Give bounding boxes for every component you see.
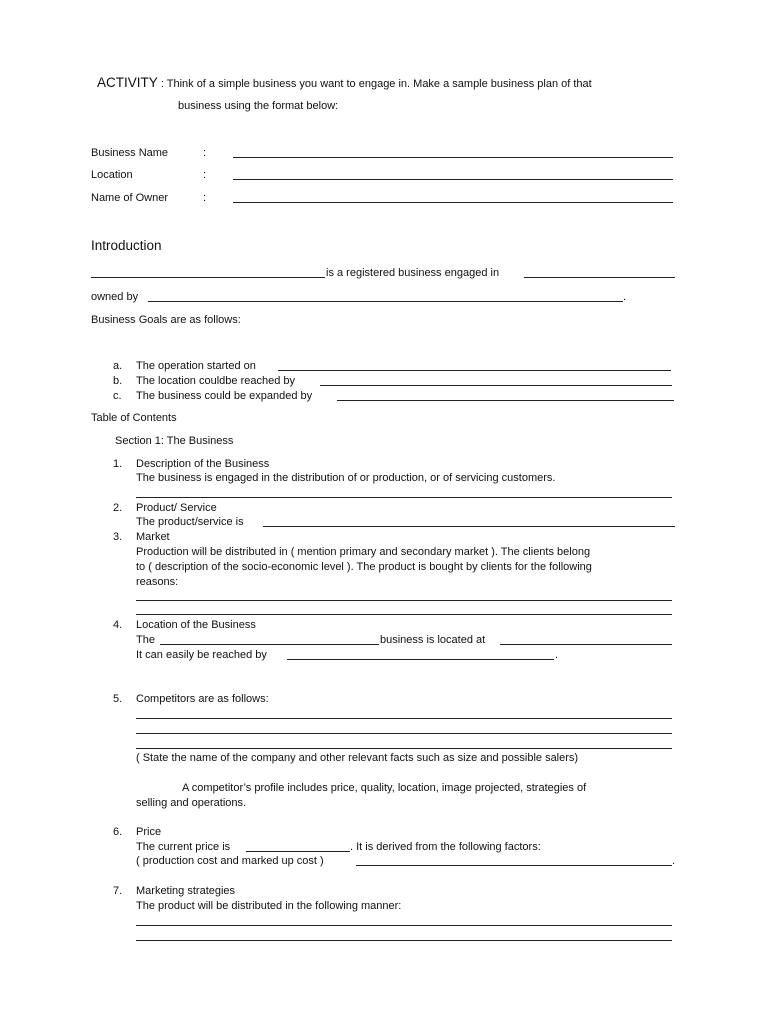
item4-line2: It can easily be reached by bbox=[136, 649, 267, 661]
location-colon: : bbox=[203, 169, 207, 181]
owner-colon: : bbox=[203, 192, 207, 204]
goal-a-text: The operation started on bbox=[136, 360, 256, 372]
item1-num: 1. bbox=[113, 458, 123, 470]
item7-title: Marketing strategies bbox=[136, 885, 236, 897]
item5-num: 5. bbox=[113, 693, 123, 705]
goal-a-marker: a. bbox=[113, 360, 123, 372]
item6-line2-end: . bbox=[672, 855, 676, 867]
item4-line1-start: The bbox=[136, 634, 155, 646]
item5-blank-3[interactable] bbox=[136, 748, 672, 749]
item2-num: 2. bbox=[113, 502, 123, 514]
item6-line1-start: The current price is bbox=[136, 841, 231, 853]
business-name-label: Business Name bbox=[91, 147, 169, 159]
item6-line2: ( production cost and marked up cost ) bbox=[136, 855, 324, 867]
item6-num: 6. bbox=[113, 826, 123, 838]
item2-title: Product/ Service bbox=[136, 502, 217, 514]
item5-blank-1[interactable] bbox=[136, 718, 672, 719]
intro-owned-by: owned by bbox=[91, 291, 139, 303]
intro-owner-blank[interactable] bbox=[148, 301, 623, 302]
location-label: Location bbox=[91, 169, 133, 181]
intro-business-blank[interactable] bbox=[91, 277, 325, 278]
item4-line2-end: . bbox=[555, 649, 559, 661]
goal-a-blank[interactable] bbox=[278, 370, 671, 371]
location-field[interactable] bbox=[233, 179, 673, 180]
item4-title: Location of the Business bbox=[136, 619, 256, 631]
item3-line2: to ( description of the socio-economic level ). The product is bought by clients for the following bbox=[136, 561, 592, 573]
item3-blank-2[interactable] bbox=[136, 614, 672, 615]
owner-label: Name of Owner bbox=[91, 192, 169, 204]
intro-engaged-blank[interactable] bbox=[524, 277, 675, 278]
item7-text: The product will be distributed in the following manner: bbox=[136, 900, 402, 912]
activity-label: ACTIVITY bbox=[97, 75, 158, 90]
toc-heading: Table of Contents bbox=[91, 412, 177, 424]
goal-b-text: The location couldbe reached by bbox=[136, 375, 295, 387]
item7-num: 7. bbox=[113, 885, 123, 897]
intro-line1-text: is a registered business engaged in bbox=[326, 267, 500, 279]
item5-para2: selling and operations. bbox=[136, 797, 247, 809]
goal-c-blank[interactable] bbox=[337, 400, 674, 401]
item7-blank-1[interactable] bbox=[136, 925, 672, 926]
activity-text-1: : Think of a simple business you want to engage in. Make a sample business plan of that bbox=[157, 78, 592, 90]
business-name-colon: : bbox=[203, 147, 207, 159]
item7-blank-2[interactable] bbox=[136, 940, 672, 941]
item4-line1-mid: business is located at bbox=[380, 634, 486, 646]
owner-field[interactable] bbox=[233, 202, 673, 203]
activity-text-2: business using the format below: bbox=[178, 100, 339, 112]
introduction-heading: Introduction bbox=[91, 238, 162, 253]
activity-line-1 bbox=[97, 74, 592, 92]
item5-note: ( State the name of the company and other relevant facts such as size and possible salers) bbox=[136, 752, 579, 764]
goal-b-marker: b. bbox=[113, 375, 123, 387]
item1-blank[interactable] bbox=[136, 497, 672, 498]
item2-text: The product/service is bbox=[136, 516, 244, 528]
item2-blank[interactable] bbox=[263, 526, 675, 527]
business-name-field[interactable] bbox=[233, 157, 673, 158]
item4-num: 4. bbox=[113, 619, 123, 631]
item6-title: Price bbox=[136, 826, 162, 838]
item1-text: The business is engaged in the distribution of or production, or of servicing customers. bbox=[136, 472, 556, 484]
item5-para1: A competitor’s profile includes price, quality, location, image projected, strategies of bbox=[182, 782, 587, 794]
goals-heading: Business Goals are as follows: bbox=[91, 314, 241, 326]
item4-location-blank[interactable] bbox=[500, 644, 672, 645]
goal-b-blank[interactable] bbox=[320, 385, 672, 386]
item5-title: Competitors are as follows: bbox=[136, 693, 269, 705]
goal-c-marker: c. bbox=[113, 390, 122, 402]
item3-line1: Production will be distributed in ( mention primary and secondary market ). The clients belong bbox=[136, 546, 591, 558]
item4-reach-blank[interactable] bbox=[287, 659, 554, 660]
item6-line1-end: . It is derived from the following factors: bbox=[350, 841, 541, 853]
item4-business-blank[interactable] bbox=[160, 644, 379, 645]
item5-blank-2[interactable] bbox=[136, 733, 672, 734]
item3-line3: reasons: bbox=[136, 576, 179, 588]
item3-title: Market bbox=[136, 531, 170, 543]
intro-line2-end: . bbox=[623, 291, 627, 303]
goal-c-text: The business could be expanded by bbox=[136, 390, 313, 402]
item1-title: Description of the Business bbox=[136, 458, 270, 470]
item6-price-blank[interactable] bbox=[246, 851, 350, 852]
item3-num: 3. bbox=[113, 531, 123, 543]
item6-factors-blank[interactable] bbox=[356, 865, 672, 866]
toc-section-1: Section 1: The Business bbox=[115, 435, 234, 447]
item3-blank-1[interactable] bbox=[136, 600, 672, 601]
